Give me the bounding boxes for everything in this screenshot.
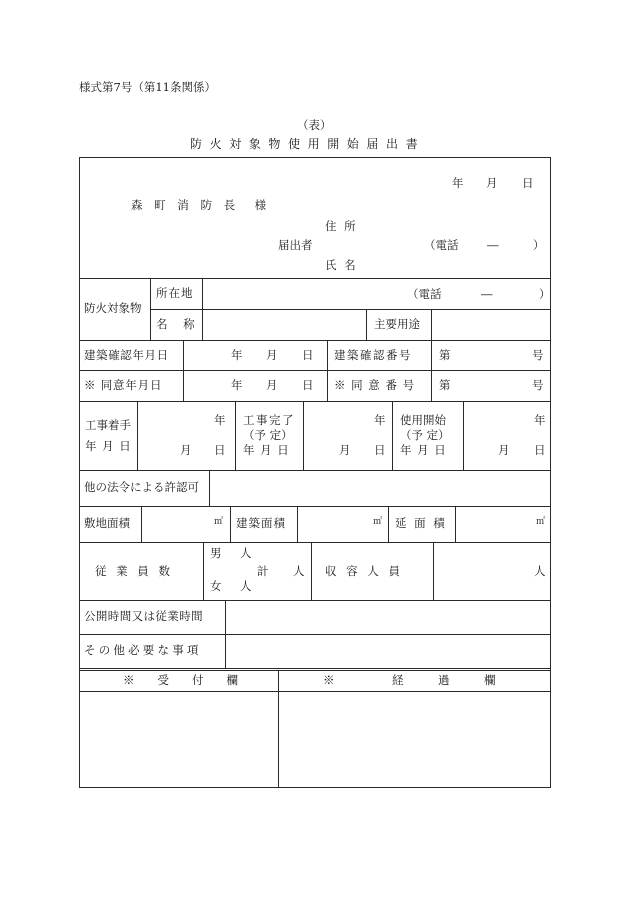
col-divider (392, 401, 393, 470)
construction-start-day: 日 (214, 443, 226, 457)
male-label: 男 (210, 546, 222, 560)
total-label: 計 (257, 564, 269, 578)
other-matters-label: その他必要な事項 (84, 643, 202, 657)
col-divider (433, 542, 434, 600)
capacity-unit: 人 (534, 564, 546, 578)
notifier-phone-close: ） (533, 238, 545, 252)
notification-year-label: 年 (452, 176, 464, 190)
notifier-phone-dash: ― (487, 238, 499, 252)
use-start-month: 月 (498, 443, 510, 457)
construction-start-month: 月 (180, 443, 192, 457)
row-divider (79, 506, 551, 507)
male-unit: 人 (240, 546, 252, 560)
site-area-unit: ㎡ (214, 517, 224, 527)
notification-month-label: 月 (486, 176, 498, 190)
addressee: 森 町 消 防 長 様 (131, 198, 271, 212)
progress-column-label: ※ 経 過 欄 (323, 673, 496, 687)
border-top (79, 157, 551, 158)
col-divider (297, 506, 298, 542)
progress-area[interactable] (279, 692, 550, 787)
property-phone-label: （電話 (407, 287, 442, 301)
construction-start-label-line2: 年 月 日 (85, 439, 132, 453)
construction-complete-month: 月 (339, 443, 351, 457)
site-area-label: 敷地面積 (84, 516, 130, 530)
col-divider (431, 309, 432, 340)
consent-year: 年 (231, 378, 243, 392)
property-phone-dash: ― (481, 287, 493, 301)
address-label: 住 所 (325, 219, 358, 233)
form-title: 防火対象物使用開始届出書 (190, 137, 426, 151)
consent-month: 月 (266, 378, 278, 392)
reception-column-label: ※ 受 付 欄 (123, 673, 238, 687)
col-divider (235, 401, 236, 470)
construction-complete-label-line3: 年 月 日 (243, 443, 290, 457)
building-confirmation-number-label: 建築確認番号 (334, 348, 412, 362)
col-divider (463, 401, 464, 470)
use-start-label-line1: 使用開始 (400, 413, 446, 427)
female-unit: 人 (240, 579, 252, 593)
row-divider (79, 370, 551, 371)
consent-number-suffix: 号 (532, 378, 544, 392)
floor-area-label: 延 面 積 (395, 516, 447, 530)
form-number: 様式第7号（第11条関係） (79, 80, 216, 94)
name-label: 氏 名 (325, 258, 358, 272)
other-permits-label: 他の法令による許認可 (84, 480, 199, 494)
col-divider (225, 600, 226, 668)
col-divider (202, 278, 203, 340)
col-divider (150, 278, 151, 340)
row-divider (79, 542, 551, 543)
col-divider (137, 401, 138, 470)
construction-start-year: 年 (214, 413, 226, 427)
construction-complete-day: 日 (374, 443, 386, 457)
form-face-label: （表） (297, 118, 332, 132)
female-label: 女 (210, 579, 222, 593)
reception-area[interactable] (80, 692, 278, 787)
row-divider (79, 401, 551, 402)
row-divider (150, 309, 551, 310)
border-bottom (79, 787, 551, 788)
col-divider (230, 506, 231, 542)
row-divider-bold (79, 668, 551, 669)
building-confirmation-year: 年 (231, 348, 243, 362)
property-name-label: 名 称 (156, 317, 201, 331)
col-divider (209, 470, 210, 506)
col-divider (431, 340, 432, 401)
consent-day: 日 (302, 378, 314, 392)
use-start-label-line2: （予 定） (400, 428, 450, 442)
property-location-label: 所在地 (156, 286, 194, 300)
building-confirmation-number-suffix: 号 (532, 348, 544, 362)
construction-complete-label-line1: 工事完了 (243, 413, 295, 427)
consent-number-label: ※ 同 意 番 号 (334, 378, 416, 392)
consent-date-label: ※ 同意年月日 (84, 378, 163, 392)
col-divider (303, 401, 304, 470)
row-divider (79, 470, 551, 471)
employees-label: 従 業 員 数 (95, 564, 173, 578)
property-phone-close: ） (539, 287, 551, 301)
notifier-label: 届出者 (278, 238, 313, 252)
notification-day-label: 日 (522, 176, 534, 190)
capacity-label: 収 容 人 員 (325, 564, 403, 578)
use-start-year: 年 (534, 413, 546, 427)
property-label: 防火対象物 (84, 301, 142, 315)
col-divider (203, 542, 204, 600)
row-divider-bold (79, 670, 551, 671)
row-divider (79, 634, 551, 635)
col-divider (311, 542, 312, 600)
col-divider (183, 340, 184, 401)
floor-area-unit: ㎡ (536, 517, 546, 527)
col-divider (327, 340, 328, 401)
row-divider (79, 600, 551, 601)
construction-start-label-line1: 工事着手 (85, 418, 131, 432)
consent-number-prefix: 第 (439, 378, 451, 392)
col-divider (366, 309, 367, 340)
building-confirmation-day: 日 (302, 348, 314, 362)
border-right (550, 157, 551, 787)
use-start-label-line3: 年 月 日 (400, 443, 447, 457)
building-confirmation-month: 月 (266, 348, 278, 362)
main-use-label: 主要用途 (374, 317, 420, 331)
total-unit: 人 (293, 564, 305, 578)
construction-complete-label-line2: （予 定） (243, 428, 293, 442)
building-confirmation-number-prefix: 第 (439, 348, 451, 362)
building-confirmation-date-label: 建築確認年月日 (84, 348, 169, 362)
building-area-label: 建築面積 (236, 516, 286, 530)
construction-complete-year: 年 (374, 413, 386, 427)
building-area-unit: ㎡ (373, 517, 383, 527)
notifier-phone-label: （電話 (424, 238, 459, 252)
col-divider (388, 506, 389, 542)
col-divider (455, 506, 456, 542)
col-divider (141, 506, 142, 542)
use-start-day: 日 (534, 443, 546, 457)
hours-label: 公開時間又は従業時間 (84, 609, 203, 623)
row-divider (79, 340, 551, 341)
